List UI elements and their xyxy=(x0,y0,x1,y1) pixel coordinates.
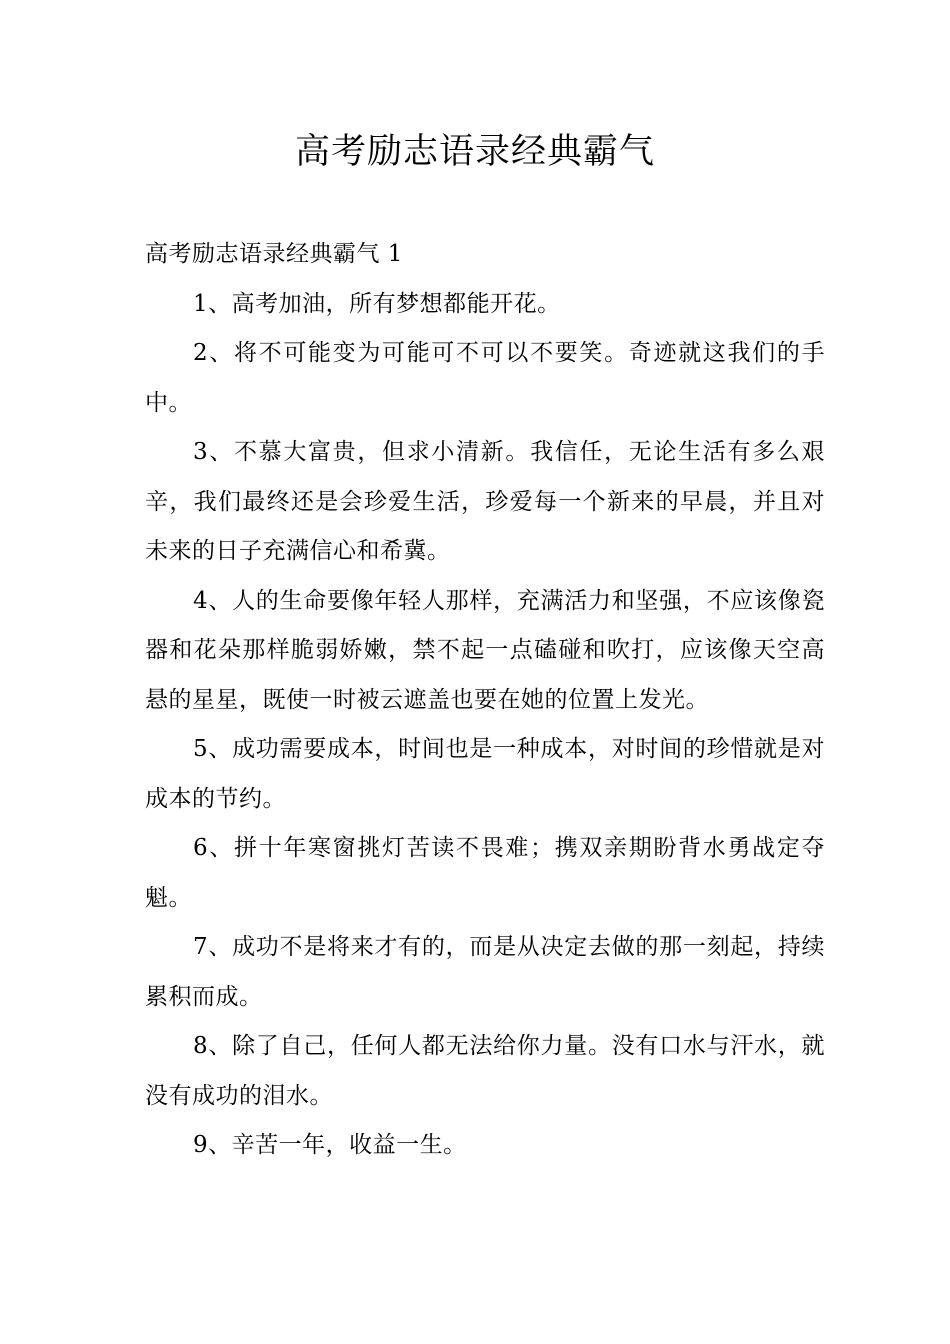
quote-paragraph-2: 2、将不可能变为可能可不可以不要笑。奇迹就这我们的手中。 xyxy=(145,340,825,416)
quote-paragraph-4: 4、人的生命要像年轻人那样，充满活力和坚强，不应该像瓷器和花朵那样脆弱娇嫩，禁不起一点磕碰和吹打，应该像天空高悬的星星，既使一时被云遮盖也要在她的位置上发光。 xyxy=(145,587,825,713)
quote-paragraph-9: 9、辛苦一年，收益一生。 xyxy=(193,1132,467,1158)
quote-paragraph-5: 5、成功需要成本，时间也是一种成本，对时间的珍惜就是对成本的节约。 xyxy=(145,736,825,812)
quote-paragraph-1: 1、高考加油，所有梦想都能开花。 xyxy=(193,290,561,317)
quote-paragraph-8: 8、除了自己，任何人都无法给你力量。没有口水与汗水，就没有成功的泪水。 xyxy=(145,1033,825,1109)
quote-paragraph-6: 6、拼十年寒窗挑灯苦读不畏难；携双亲期盼背水勇战定夺魁。 xyxy=(145,835,825,911)
quote-paragraph-7: 7、成功不是将来才有的，而是从决定去做的那一刻起，持续累积而成。 xyxy=(145,934,825,1010)
document-title: 高考励志语录经典霸气 xyxy=(294,132,655,172)
quote-paragraph-3: 3、不慕大富贵，但求小清新。我信任，无论生活有多么艰辛，我们最终还是会珍爱生活，珍爱每一个新来的早晨，并且对未来的日子充满信心和希冀。 xyxy=(145,439,825,564)
section-heading: 高考励志语录经典霸气 1 xyxy=(145,241,403,267)
document-body xyxy=(145,230,825,1171)
